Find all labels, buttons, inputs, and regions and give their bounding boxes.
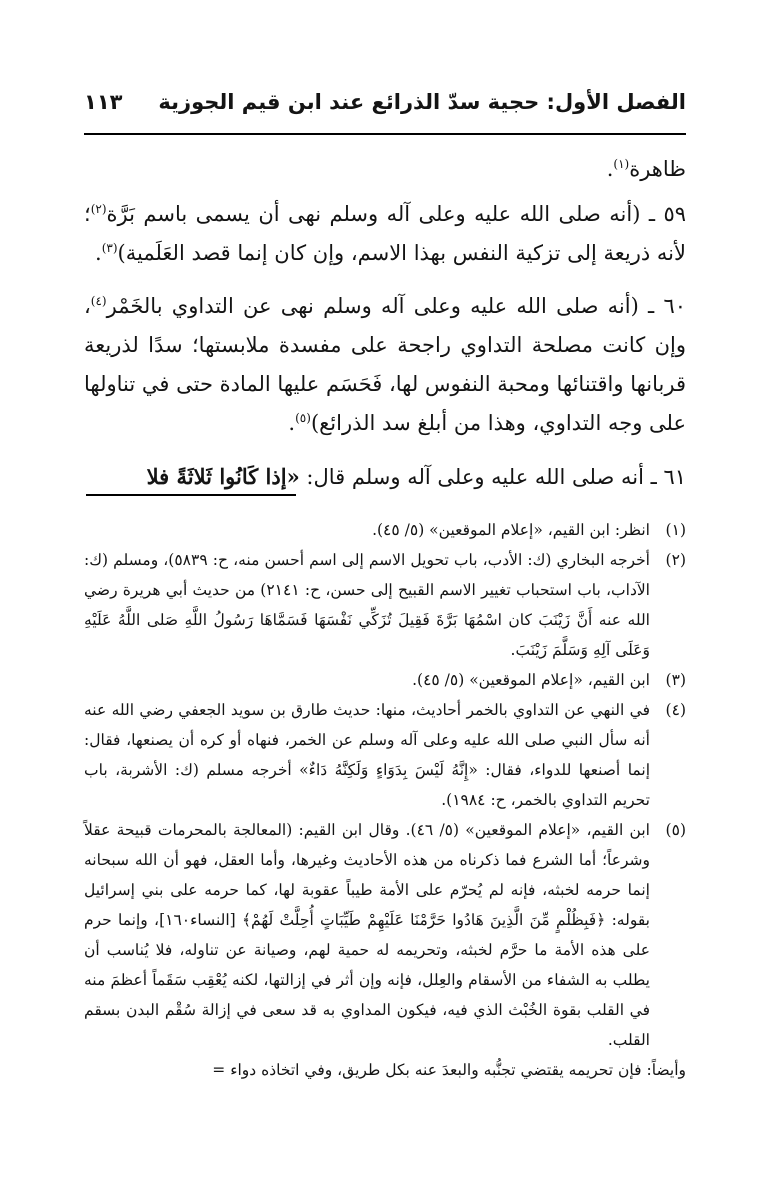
page-number: ١١٣ xyxy=(84,90,123,114)
header-divider xyxy=(84,133,686,135)
footnotes xyxy=(84,515,686,1085)
footnote-text: أخرجه البخاري (ك: الأدب، باب تحويل الاسم إلى اسم أحسن منه، ح: ٥٨٣٩)، ومسلم (ك: الآداب، باب استحباب تغيير الاسم القبيح إلى حسن، ح: ٢١٤١) من حديث أبي هريرة رضي الله عنه أَنَّ زَيْنَبَ كان اسْمُهَا بَرَّةَ فَقِيلَ تُزَكِّي نَفْسَهَا فَسَمَّاهَا رَسُولُ اللَّهِ صَلى اللَّهُ عَلَيْهِ وَعَلَى آلِهِ وَسَلَّمَ زَيْنَبَ. xyxy=(84,551,650,659)
footnote-continuation: وأيضاً: فإن تحريمه يقتضي تجنُّبه والبعدَ عنه بكل طريق، وفي اتخاذه دواء = xyxy=(212,1061,686,1079)
paragraph-61: ٦١ ـ أنه صلى الله عليه وعلى آله وسلم قال: «إذا كَانُوا ثَلاثَةً فلا xyxy=(146,464,686,489)
footnote-number: (٥) xyxy=(665,821,686,839)
footnote-1 xyxy=(84,515,686,545)
footnote-2 xyxy=(84,545,686,665)
footnote-number: (٤) xyxy=(665,701,686,719)
footnote-number: (١) xyxy=(665,521,686,539)
footnote-3 xyxy=(84,665,686,695)
paragraph-60: ٦٠ ـ (أنه صلى الله عليه وعلى آله وسلم نهى عن التداوي بالخَمْر$^{(٤)}$، وإن كانت مصلحة التداوي راجحة على مفسدة ملابستها؛ سدًا لذريعة قربانها واقتنائها ومحبة النفوس لها، فَحَسَم عليها المادة حتى في تناولها على وجه التداوي، وهذا من أبلغ سد الذرائع)$^{(٥)}$. xyxy=(84,294,686,435)
footnote-text: انظر: ابن القيم، «إعلام الموقعين» (٥/ ٤٥). xyxy=(372,521,650,539)
footnote-ref: (٢) xyxy=(90,202,107,216)
footnote-ref: (٣) xyxy=(101,241,118,255)
footnote-4 xyxy=(84,695,686,815)
paragraph-continuation: ظاهرة$^{(١)}$. xyxy=(606,157,686,181)
running-header xyxy=(84,88,686,128)
footnote-5 xyxy=(84,815,686,1055)
paragraph-59: ٥٩ ـ (أنه صلى الله عليه وعلى آله وسلم نهى أن يسمى باسم بَرَّة$^{(٢)}$؛ لأنه ذريعة إلى تزكية النفس بهذا الاسم، وإن كان إنما قصد العَلَمية)$^{(٣)}$. xyxy=(84,202,686,265)
footnote-ref: (١) xyxy=(613,157,630,171)
footnote-text: ابن القيم، «إعلام الموقعين» (٥/ ٤٥). xyxy=(412,671,650,689)
hadith-quote: «إذا كَانُوا ثَلاثَةً فلا xyxy=(146,464,300,489)
footnote-divider xyxy=(86,494,296,496)
footnote-number: (٢) xyxy=(665,551,686,569)
footnote-text: في النهي عن التداوي بالخمر أحاديث، منها: حديث طارق بن سويد الجعفي رضي الله عنه أنه سأل النبي صلى الله عليه وعلى آله وسلم عن الخمر، فنهاه أو كره أن يصنعها، فقال: إنما أصنعها للدواء، فقال: «إِنَّهُ لَيْسَ بِدَوَاءٍ وَلَكِنَّهُ دَاءٌ» أخرجه مسلم (ك: الأشربة، باب تحريم التداوي بالخمر، ح: ١٩٨٤). xyxy=(84,701,650,809)
footnote-number: (٣) xyxy=(665,671,686,689)
footnote-ref: (٤) xyxy=(90,294,107,308)
chapter-title: الفصل الأول: حجية سدّ الذرائع عند ابن قيم الجوزية xyxy=(158,90,686,114)
footnote-ref: (٥) xyxy=(295,411,311,425)
footnote-text: ابن القيم، «إعلام الموقعين» (٥/ ٤٦). وقال ابن القيم: (المعالجة بالمحرمات قبيحة عقلاً وشرعاً؛ أما الشرع فما ذكرناه من هذه الأحاديث وغيرها، وأما العقل، فهو أن الله سبحانه إنما حرمه لخبثه، فإنه لم يُحرّم على الأمة طيباً عقوبة لها، كما حرمه على بني إسرائيل بقوله: ﴿فَبِظُلْمٍ مِّنَ الَّذِينَ هَادُوا حَرَّمْنَا عَلَيْهِمْ طَيِّبَاتٍ أُحِلَّتْ لَهُمْ﴾ [النساء١٦٠]، وإنما حرم على هذه الأمة ما حرَّم لخبثه، وتحريمه له حمية لهم، وصيانة عن تناوله، فلا يُناسب أن يطلب به الشفاء من الأسقام والعِلل، فإنه وإن أثر في إزالتها، لكنه يُعْقِب سَقَماً أعظمَ منه في القلب بقوة الخُبْث الذي فيه، فيكون المداوي به قد سعى في إزالة سُقْم البدن بسقم القلب. xyxy=(84,821,650,1049)
main-text xyxy=(84,150,686,511)
